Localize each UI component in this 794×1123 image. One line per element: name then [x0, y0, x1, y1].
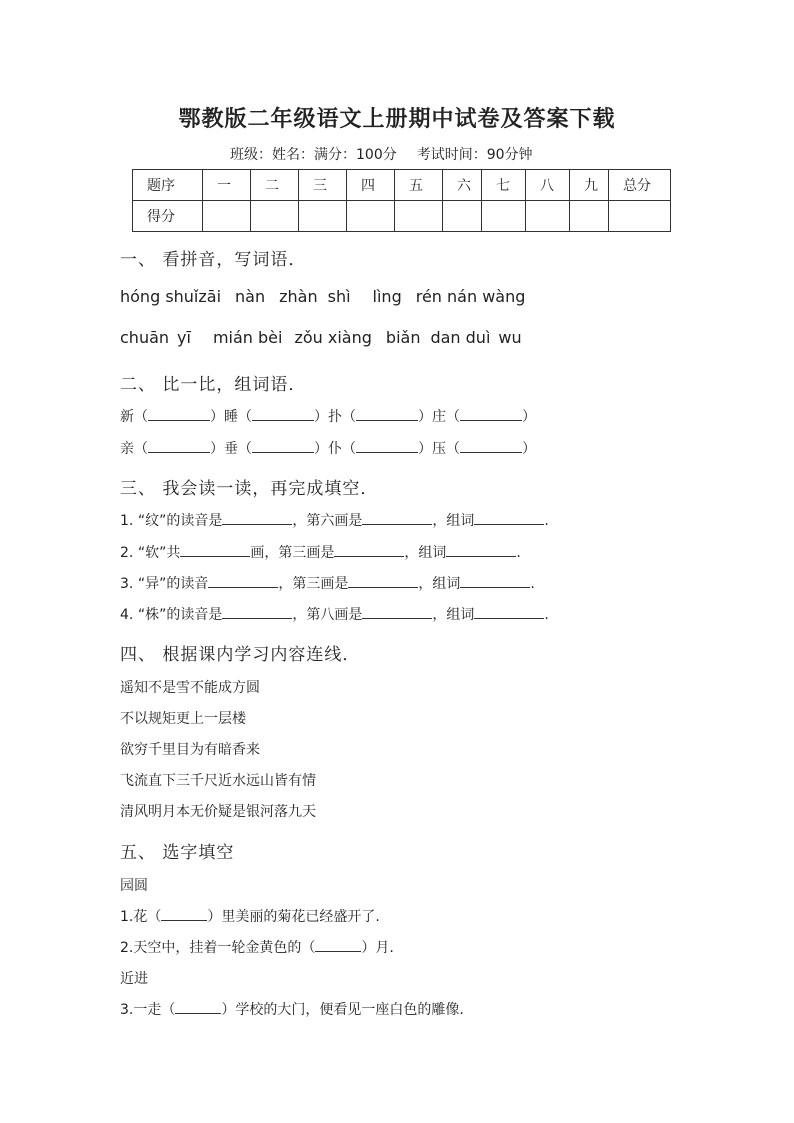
- header-cell: 六: [443, 170, 482, 201]
- choice-pair: 园圆: [120, 878, 148, 894]
- pinyin-word: lìng: [372, 287, 402, 306]
- answer-blank[interactable]: [348, 573, 418, 588]
- question-number: 4.: [120, 607, 134, 623]
- pinyin-word: rén nán wàng: [415, 287, 526, 306]
- header-cell: 题序: [133, 170, 203, 201]
- question-text: 的读音: [166, 576, 209, 592]
- header-cell: 二: [251, 170, 299, 201]
- choice-question-2: [120, 937, 394, 957]
- section-2-heading: 二、 比一比，组词语．: [120, 375, 307, 395]
- question-text: ，第三画是: [278, 576, 349, 592]
- choice-question-1: [120, 906, 380, 926]
- question-number: 2.: [120, 545, 134, 561]
- header-cell: 八: [526, 170, 570, 201]
- question-text: .: [516, 545, 521, 561]
- page-title: 鄂教版二年级语文上册期中试卷及答案下载: [178, 106, 616, 132]
- pinyin-word: dan duì: [430, 328, 491, 347]
- score-table: [132, 169, 671, 232]
- pinyin-word: shì: [327, 287, 351, 306]
- question-text: .: [544, 513, 549, 529]
- answer-blank[interactable]: [222, 510, 292, 525]
- score-cell[interactable]: [526, 201, 570, 232]
- fill-line-2: [120, 542, 521, 562]
- answer-blank[interactable]: [356, 438, 418, 453]
- row-label: 得分: [133, 201, 203, 232]
- question-text: 的读音是: [166, 513, 223, 529]
- pinyin-word: zhàn: [279, 287, 318, 306]
- pinyin-row-1: [120, 287, 525, 306]
- score-cell[interactable]: [347, 201, 395, 232]
- answer-blank[interactable]: [362, 510, 432, 525]
- question-char: “软”: [137, 545, 167, 561]
- question-text: ）月.: [361, 940, 394, 956]
- match-line: 不以规矩更上一层楼: [120, 711, 246, 727]
- score-cell[interactable]: [395, 201, 443, 232]
- compare-row-2: 亲（ ）垂（ ）仆（ ）压（ ）: [120, 438, 536, 458]
- fill-line-3: [120, 573, 535, 593]
- compare-row-1: 新（ ）睡（ ）扑（ ）庄（ ）: [120, 406, 536, 426]
- match-line: 遥知不是雪不能成方圆: [120, 680, 260, 696]
- question-text: 1.花（: [120, 909, 162, 925]
- answer-blank[interactable]: [148, 438, 210, 453]
- exam-time: 考试时间：90分钟: [416, 147, 533, 163]
- match-line: 飞流直下三千尺近水远山皆有情: [120, 773, 316, 789]
- score-cell[interactable]: [482, 201, 526, 232]
- question-text: ，组词: [432, 513, 475, 529]
- pinyin-word: wu: [498, 328, 522, 347]
- question-text: 3.一走（: [120, 1002, 176, 1018]
- question-text: 画，第三画是: [250, 545, 335, 561]
- fill-line-1: [120, 510, 549, 530]
- pinyin-word: zǒu xiàng: [294, 328, 372, 347]
- choice-question-3: [120, 999, 464, 1019]
- pinyin-row-2: [120, 328, 522, 347]
- answer-blank[interactable]: [460, 406, 522, 421]
- fill-line-4: [120, 604, 549, 624]
- answer-blank[interactable]: [474, 604, 544, 619]
- score-cell[interactable]: [443, 201, 482, 232]
- compare-char: 亲: [120, 441, 134, 457]
- answer-blank[interactable]: [460, 438, 522, 453]
- compare-char: 新: [120, 409, 134, 425]
- compare-char: 仆: [328, 441, 342, 457]
- answer-blank[interactable]: [474, 510, 544, 525]
- answer-blank[interactable]: [446, 542, 516, 557]
- section-4-heading: 四、 根据课内学习内容连线．: [120, 645, 361, 665]
- question-char: “异”: [137, 576, 167, 592]
- header-cell: 七: [482, 170, 526, 201]
- pinyin-word: biǎn: [385, 328, 421, 347]
- header-cell: 四: [347, 170, 395, 201]
- question-text: ，组词: [432, 607, 475, 623]
- score-cell[interactable]: [299, 201, 347, 232]
- score-cell[interactable]: [609, 201, 671, 232]
- pinyin-word: yī: [177, 328, 191, 347]
- answer-blank[interactable]: [180, 542, 250, 557]
- answer-blank[interactable]: [161, 906, 207, 921]
- compare-char: 庄: [432, 409, 446, 425]
- header-cell: 一: [203, 170, 251, 201]
- question-text: 的读音是: [166, 607, 223, 623]
- question-number: 3.: [120, 576, 134, 592]
- question-char: “纹”: [137, 513, 167, 529]
- question-text: ）学校的大门，便看见一座白色的雕像.: [221, 1002, 464, 1018]
- header-cell: 三: [299, 170, 347, 201]
- exam-info: [230, 144, 533, 164]
- match-line: 清风明月本无价疑是银河落九天: [120, 804, 316, 820]
- question-text: .: [530, 576, 535, 592]
- section-3-heading: 三、 我会读一读，再完成填空．: [120, 479, 379, 499]
- answer-blank[interactable]: [175, 999, 221, 1014]
- header-cell: 九: [570, 170, 609, 201]
- question-text: ，第六画是: [292, 513, 363, 529]
- compare-char: 睡: [224, 409, 238, 425]
- question-text: .: [544, 607, 549, 623]
- question-number: 1.: [120, 513, 134, 529]
- score-table-row: [133, 201, 671, 232]
- question-text: 2.天空中，挂着一轮金黄色的（: [120, 940, 316, 956]
- compare-char: 扑: [328, 409, 342, 425]
- score-cell[interactable]: [570, 201, 609, 232]
- section-1-heading: 一、 看拼音，写词语．: [120, 250, 307, 270]
- pinyin-word: chuān: [120, 328, 170, 347]
- header-cell: 五: [395, 170, 443, 201]
- class-name-score: 班级：姓名：满分：100分: [230, 147, 397, 163]
- score-cell[interactable]: [251, 201, 299, 232]
- question-text: ）里美丽的菊花已经盛开了.: [207, 909, 380, 925]
- compare-char: 压: [432, 441, 446, 457]
- answer-blank[interactable]: [460, 573, 530, 588]
- compare-char: 垂: [224, 441, 238, 457]
- answer-blank[interactable]: [222, 604, 292, 619]
- answer-blank[interactable]: [334, 542, 404, 557]
- answer-blank[interactable]: [252, 406, 314, 421]
- pinyin-word: hóng shuǐzāi: [120, 287, 222, 306]
- question-text: ，组词: [418, 576, 461, 592]
- answer-blank[interactable]: [356, 406, 418, 421]
- section-5-heading: 五、 选字填空: [120, 843, 235, 863]
- answer-blank[interactable]: [208, 573, 278, 588]
- pinyin-word: mián bèi: [212, 328, 283, 347]
- question-text: ，第八画是: [292, 607, 363, 623]
- answer-blank[interactable]: [148, 406, 210, 421]
- score-cell[interactable]: [203, 201, 251, 232]
- answer-blank[interactable]: [315, 937, 361, 952]
- answer-blank[interactable]: [252, 438, 314, 453]
- score-table-header-row: [133, 170, 671, 201]
- answer-blank[interactable]: [362, 604, 432, 619]
- match-line: 欲穷千里目为有暗香来: [120, 742, 260, 758]
- header-cell: 总分: [609, 170, 671, 201]
- pinyin-word: nàn: [235, 287, 266, 306]
- question-text: 共: [166, 545, 181, 561]
- choice-pair: 近进: [120, 971, 148, 987]
- question-char: “株”: [137, 607, 167, 623]
- question-text: ，组词: [404, 545, 447, 561]
